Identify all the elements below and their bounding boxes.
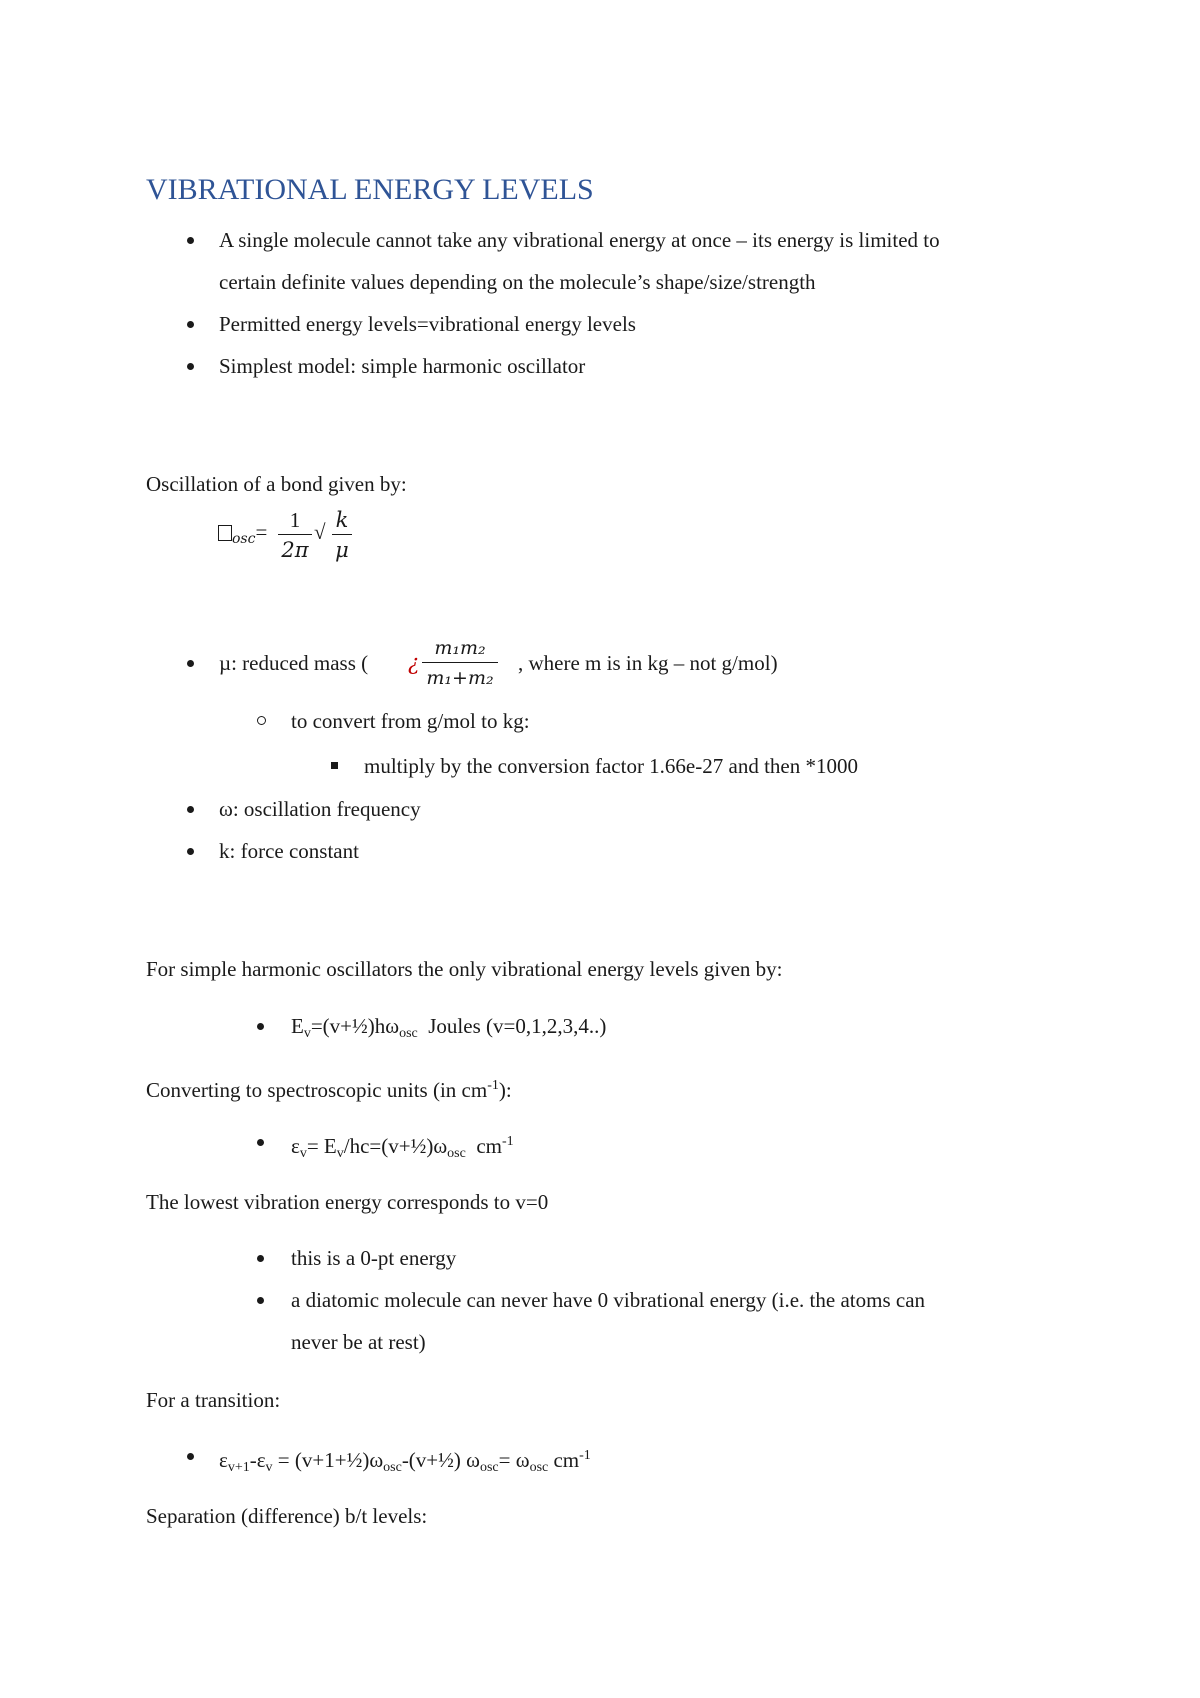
bullet-icon [187, 237, 194, 244]
intro-bullet-3: Simplest model: simple harmonic oscillator [219, 354, 586, 378]
energy-equation: $E_v=(v+\frac{1}{2})h\omega_{osc}$ Joules (v=0,1,2,3,4..) [291, 1014, 607, 1041]
formula-lhs-subscript: osc [232, 531, 256, 547]
fraction-numerator: 1 [289, 508, 301, 532]
fraction-1-over-2pi [278, 506, 312, 562]
square-bullet-icon [331, 762, 338, 769]
sqrt-symbol: √ [314, 520, 326, 544]
sho-heading: For simple harmonic oscillators the only vibrational energy levels given by: [146, 957, 783, 981]
transition-heading: For a transition: [146, 1388, 281, 1412]
separation-heading: Separation (difference) b/t levels: [146, 1504, 428, 1528]
lowest-heading: The lowest vibration energy corresponds to v=0 [146, 1190, 549, 1214]
intro-bullet-1-line-2: certain definite values depending on the molecule’s shape/size/strength [219, 270, 816, 294]
bullet-icon [187, 363, 194, 370]
bullet-icon [187, 321, 194, 328]
bullet-icon [187, 848, 194, 855]
bullet-icon [187, 660, 194, 667]
bullet-icon [257, 1255, 264, 1262]
transition-equation: $\varepsilon_{v+1}-\varepsilon_v$ = $(v+1+\frac{1}{2})\omega_{osc}-(v+\frac{1}{2})$ $\omega_{osc}= \omega_{osc}$ $cm^{-1}$ [219, 1448, 591, 1475]
bullet-icon [187, 1453, 194, 1460]
k-bullet: k: force constant [219, 839, 359, 863]
fraction-denominator: m₁+m₂ [426, 667, 494, 689]
intro-bullet-2: Permitted energy levels=vibrational energy levels [219, 312, 636, 336]
bullet-icon [187, 806, 194, 813]
reduced-mass-fraction [422, 634, 498, 690]
converting-heading: Converting to spectroscopic units (in $cm^{-1}$): [146, 1078, 512, 1102]
mu-bullet-tail: , where m is in kg – not g/mol) [518, 651, 778, 675]
omega-bullet: ω: oscillation frequency [219, 797, 421, 821]
bullet-icon [257, 1023, 264, 1030]
spectroscopic-equation: $\varepsilon_v=$ $E_v/hc=(v+\frac{1}{2})\omega_{osc}$ $cm^{-1}$ [291, 1134, 514, 1161]
hollow-bullet-icon [257, 716, 266, 725]
oscillation-heading: Oscillation of a bond given by: [146, 472, 407, 496]
fraction-k-over-mu [332, 506, 352, 562]
lowest-bullet-2-line-1: a diatomic molecule can never have 0 vibrational energy (i.e. the atoms can [291, 1288, 926, 1312]
missing-glyph-icon [218, 525, 232, 541]
intro-bullet-1-line-1: A single molecule cannot take any vibrational energy at once – its energy is limited to [219, 228, 940, 252]
page-title: VIBRATIONAL ENERGY LEVELS [146, 173, 594, 206]
convert-subitem: to convert from g/mol to kg: [291, 709, 530, 733]
mu-bullet-label: µ: reduced mass ( [219, 651, 369, 675]
fraction-denominator: 2π [281, 538, 309, 562]
fraction-denominator: μ [335, 538, 349, 562]
bullet-icon [257, 1139, 264, 1146]
fraction-numerator: m₁m₂ [434, 637, 486, 659]
mu-bullet-glyph: ¿ [408, 651, 420, 675]
bullet-icon [257, 1297, 264, 1304]
fraction-numerator: k [335, 508, 349, 532]
lowest-bullet-2-line-2: never be at rest) [291, 1330, 426, 1354]
lowest-bullet-1: this is a 0-pt energy [291, 1246, 457, 1270]
convert-subsubitem: multiply by the conversion factor 1.66e-27 and then *1000 [364, 754, 858, 778]
formula-equals: = [255, 520, 268, 544]
